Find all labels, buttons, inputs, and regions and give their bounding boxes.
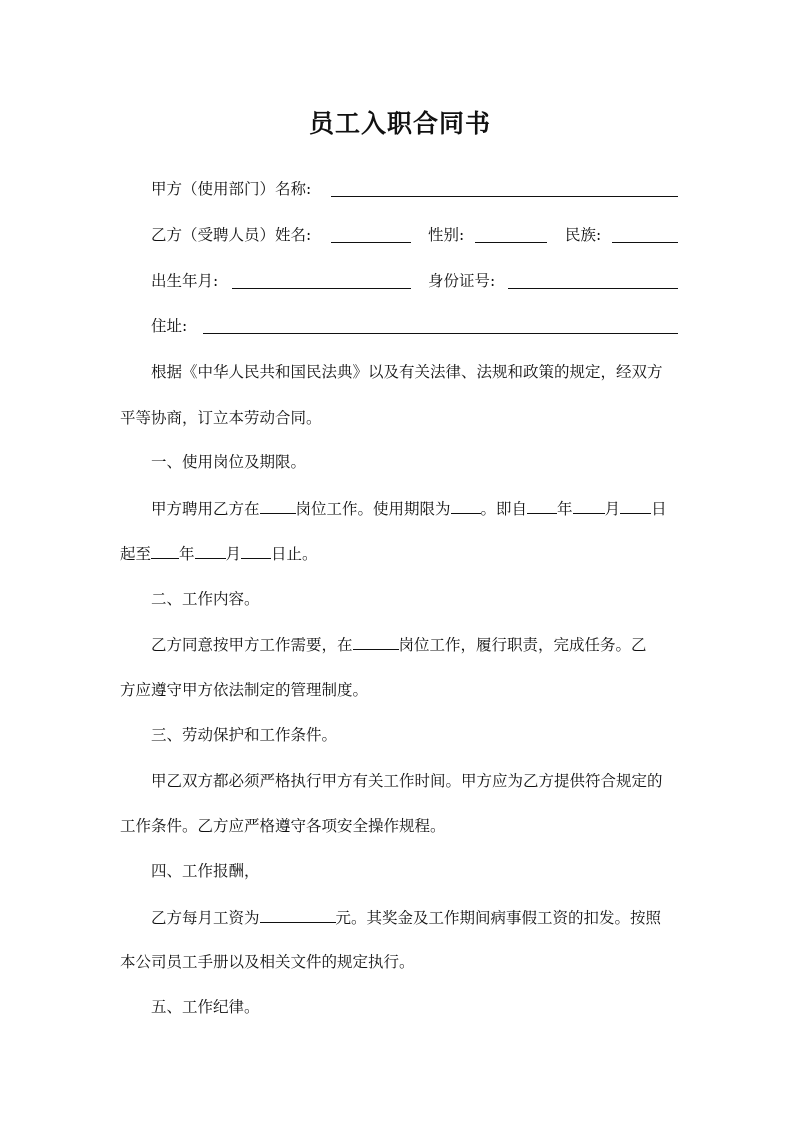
section-3-line-2: 工作条件。乙方应严格遵守各项安全操作规程。 [120, 817, 446, 835]
section-2-heading: 二、工作内容。 [151, 590, 260, 608]
text: 岗位工作，履行职责，完成任务。乙 [398, 636, 647, 654]
text: 乙方每月工资为 [151, 909, 260, 927]
id-number-label: 身份证号: [428, 272, 496, 290]
post-blank[interactable] [260, 497, 296, 514]
section-4-line-1 [151, 906, 661, 929]
section-1-line-1 [151, 497, 667, 520]
text: 甲方聘用乙方在 [151, 500, 260, 518]
document-title: 员工入职合同书 [308, 109, 491, 138]
text: 岗位工作。使用期限为 [295, 500, 451, 518]
text: 月 [225, 545, 242, 563]
ethnicity-field[interactable] [612, 242, 678, 243]
end-month-blank[interactable] [195, 542, 226, 559]
text: 日止。 [271, 545, 318, 563]
section-3-heading: 三、劳动保护和工作条件。 [151, 726, 338, 744]
section-1-heading: 一、使用岗位及期限。 [151, 453, 307, 471]
section-5-heading: 五、工作纪律。 [151, 998, 260, 1016]
party-b-label: 乙方（受聘人员）姓名: [151, 226, 312, 244]
text: 乙方同意按甲方工作需要，在 [151, 636, 353, 654]
party-b-name-field[interactable] [331, 242, 411, 243]
ethnicity-label: 民族: [565, 226, 602, 244]
section-4-line-2: 本公司员工手册以及相关文件的规定执行。 [120, 953, 415, 971]
party-a-name-field[interactable] [331, 196, 678, 197]
section-1-line-2 [120, 542, 318, 565]
birth-field[interactable] [232, 288, 411, 289]
text: 日 [651, 500, 667, 518]
intro-line-1: 根据《中华人民共和国民法典》以及有关法律、法规和政策的规定，经双方 [151, 363, 663, 381]
gender-field[interactable] [475, 242, 547, 243]
section-2-line-1 [151, 633, 647, 656]
text: 。即自 [480, 500, 528, 518]
start-year-blank[interactable] [527, 497, 557, 514]
text: 年 [557, 500, 573, 518]
text: 元。其奖金及工作期间病事假工资的扣发。按照 [335, 909, 662, 927]
text: 月 [604, 500, 621, 518]
section-3-line-1: 甲乙双方都必须严格执行甲方有关工作时间。甲方应为乙方提供符合规定的 [151, 772, 663, 790]
text: 起至 [120, 545, 152, 563]
address-label: 住址: [151, 317, 188, 335]
gender-label: 性别: [428, 226, 465, 244]
start-day-blank[interactable] [620, 497, 651, 514]
intro-line-2: 平等协商，订立本劳动合同。 [120, 409, 322, 427]
term-blank[interactable] [451, 497, 481, 514]
start-month-blank[interactable] [573, 497, 605, 514]
id-number-field[interactable] [508, 288, 678, 289]
end-year-blank[interactable] [151, 542, 179, 559]
work-post-blank[interactable] [353, 633, 399, 650]
end-day-blank[interactable] [241, 542, 271, 559]
address-field[interactable] [203, 333, 678, 334]
birth-label: 出生年月: [151, 272, 219, 290]
salary-blank[interactable] [260, 906, 336, 923]
section-4-heading: 四、工作报酬， [151, 862, 260, 880]
party-a-label: 甲方（使用部门）名称: [151, 180, 312, 198]
section-2-line-2: 方应遵守甲方依法制定的管理制度。 [120, 681, 369, 699]
text: 年 [179, 545, 195, 563]
